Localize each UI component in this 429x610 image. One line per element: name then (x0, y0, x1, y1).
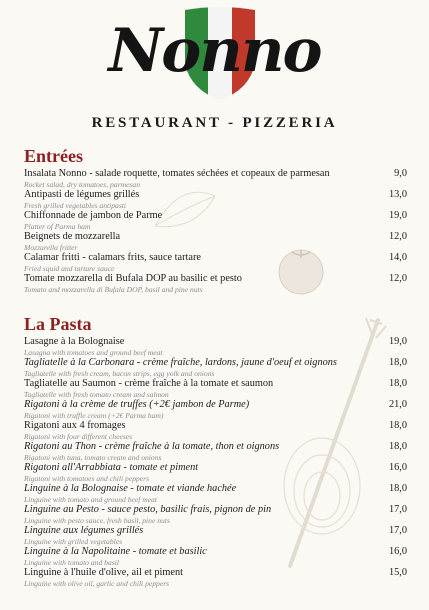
menu-item-line (24, 399, 410, 411)
menu-item (24, 273, 410, 294)
section-title-entrees: Entrées (24, 146, 83, 166)
menu-item-line (24, 357, 410, 369)
menu-item-line (24, 273, 410, 285)
menu-item (24, 210, 410, 231)
menu-item-line (24, 168, 410, 180)
menu-item-description: Linguine with tomato and ground beef meat (24, 495, 158, 504)
menu-item (24, 252, 410, 273)
menu-item-description: Tagliatelle with fresh tomato cream and salmon (24, 390, 169, 399)
menu-item-line (24, 210, 410, 222)
menu-item-line (24, 420, 410, 432)
menu-item (24, 378, 410, 399)
menu-item-price: 18,0 (388, 441, 407, 452)
menu-item-description: Rigatoni with truffle cream (+2€ Parma ham) (24, 411, 164, 420)
menu-item-name: Tomate mozzarella di Bufala DOP au basilic et pesto (24, 273, 242, 284)
menu-item-line (24, 525, 410, 537)
menu-item-price: 9,0 (394, 168, 407, 179)
menu-item-name: Calamar fritti - calamars frits, sauce tartare (24, 252, 201, 263)
menu-item-name: Rigatoni all'Arrabbiata - tomate et piment (24, 462, 199, 473)
menu-item-description: Tomato and mozzarella di Bufala DOP, basil and pine nuts (24, 285, 203, 294)
menu-item (24, 189, 410, 210)
menu-item (24, 525, 410, 546)
menu-item-price: 17,0 (388, 525, 407, 536)
menu-item-line (24, 252, 410, 264)
menu-item-price: 18,0 (388, 357, 407, 368)
menu-item-price: 13,0 (388, 189, 407, 200)
menu-item-name: Linguine à la Napolitaine - tomate et basilic (24, 546, 207, 557)
menu-item-price: 21,0 (388, 399, 407, 410)
pasta-list (24, 336, 410, 588)
menu-item-description: Linguine with olive oil, garlic and chili peppers (24, 579, 170, 588)
menu-item-line (24, 504, 410, 516)
menu-item-name: Tagliatelle au Saumon - crème fraîche à la tomate et saumon (24, 378, 274, 389)
menu-item-name: Linguine aux légumes grillés (24, 525, 144, 536)
menu-item-price: 19,0 (388, 336, 407, 347)
menu-item-line (24, 378, 410, 390)
menu-item-name: Beignets de mozzarella (24, 231, 121, 242)
menu-item (24, 546, 410, 567)
menu-item (24, 504, 410, 525)
menu-item-line (24, 546, 410, 558)
menu-item-description: Fried squid and tartare sauce (24, 264, 115, 273)
menu-item-name: Rigatoni au Thon - crème fraîche à la tomate, thon et oignons (24, 441, 280, 452)
menu-item-name: Tagliatelle à la Carbonara - crème fraîche, lardons, jaune d'oeuf et oignons (24, 357, 337, 368)
entrees-list (24, 168, 410, 294)
menu-item-description: Rigatoni with tomatoes and chili peppers (24, 474, 150, 483)
menu-item-line (24, 336, 410, 348)
brand-name: Nonno (108, 16, 321, 86)
menu-item (24, 231, 410, 252)
menu-item-price: 19,0 (388, 210, 407, 221)
menu-item (24, 420, 410, 441)
menu-item-line (24, 231, 410, 243)
menu-item-line (24, 441, 410, 453)
menu-item-name: Rigatoni à la crème de truffes (+2€ jambon de Parme) (24, 399, 250, 410)
menu-item (24, 168, 410, 189)
menu-item (24, 462, 410, 483)
menu-item-line (24, 483, 410, 495)
logo (0, 0, 429, 112)
menu-item-name: Linguine à la Bolognaise - tomate et viande hachée (24, 483, 237, 494)
menu-item-price: 16,0 (388, 546, 407, 557)
menu-item (24, 483, 410, 504)
menu-item-name: Linguine à l'huile d'olive, ail et piment (24, 567, 183, 578)
menu-item-line (24, 462, 410, 474)
menu-item-price: 18,0 (388, 420, 407, 431)
menu-item-price: 18,0 (388, 483, 407, 494)
menu-item-price: 12,0 (388, 273, 407, 284)
menu-item-price: 15,0 (388, 567, 407, 578)
menu-item (24, 336, 410, 357)
menu-item-description: Rigatoni with tuna, tomato cream and onions (24, 453, 162, 462)
menu-item-description: Rigatoni with four different cheeses (24, 432, 133, 441)
menu-item-description: Rocket salad, dry tomatoes, parmesan (24, 180, 140, 189)
menu-item-line (24, 189, 410, 201)
menu-item-name: Insalata Nonno - salade roquette, tomates séchées et copeaux de parmesan (24, 168, 330, 179)
section-title-pasta: La Pasta (24, 314, 92, 334)
menu-item-name: Antipasti de légumes grillés (24, 189, 140, 200)
menu-item-description: Linguine with tomato and basil (24, 558, 119, 567)
menu-item-price: 18,0 (388, 378, 407, 389)
menu-item-description: Lasagna with tomatoes and ground beef meat (24, 348, 163, 357)
menu-item (24, 567, 410, 588)
menu-item-description: Platter of Parma ham (24, 222, 91, 231)
brand-subtitle: RESTAURANT - PIZZERIA (91, 115, 338, 131)
menu-item-price: 12,0 (388, 231, 407, 242)
menu-item-description: Fresh grilled vegetables antipasti (24, 201, 127, 210)
menu-item-description: Linguine with pesto sauce, fresh basil, pine nuts (24, 516, 170, 525)
menu-item-name: Rigatoni aux 4 fromages (24, 420, 126, 431)
menu-item-name: Linguine au Pesto - sauce pesto, basilic frais, pignon de pin (24, 504, 272, 515)
menu-item-price: 17,0 (388, 504, 407, 515)
menu-item-name: Chiffonnade de jambon de Parme (24, 210, 163, 221)
menu-item (24, 357, 410, 378)
menu-item-description: Tagliatelle with fresh cream, bacon strips, egg yolk and onions (24, 369, 215, 378)
menu-item-description: Linguine with grilled vegetables (24, 537, 123, 546)
menu-item-price: 14,0 (388, 252, 407, 263)
menu-item-price: 16,0 (388, 462, 407, 473)
menu-item-line (24, 567, 410, 579)
menu-item (24, 441, 410, 462)
menu-item-name: Lasagne à la Bolognaise (24, 336, 125, 347)
menu-item-description: Mozzarella fritter (24, 243, 78, 252)
menu-item (24, 399, 410, 420)
